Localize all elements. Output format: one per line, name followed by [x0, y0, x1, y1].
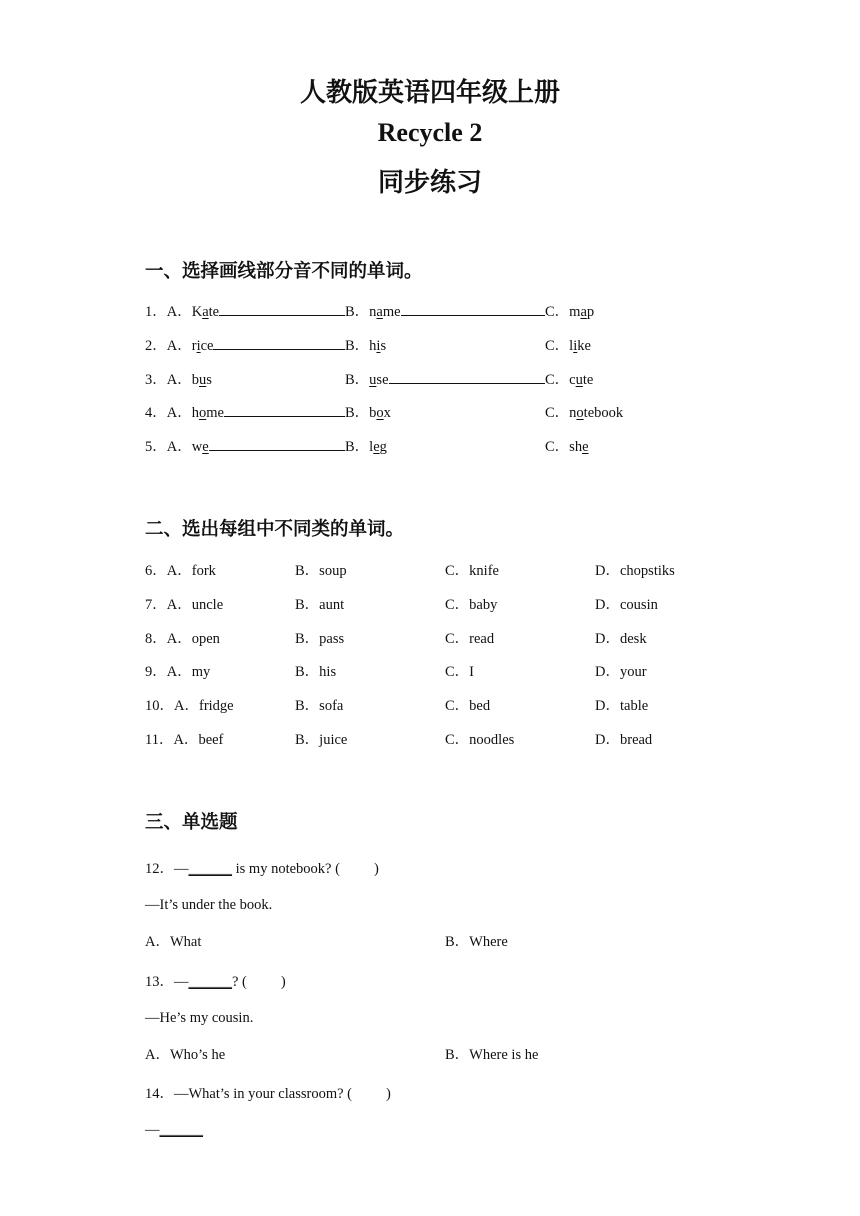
option-word: cousin — [619, 597, 658, 613]
word-part: b — [191, 372, 199, 388]
underlined-letters: a — [580, 304, 587, 320]
option-label: C． — [445, 732, 470, 748]
option-label: C． — [545, 439, 570, 455]
option-cell — [295, 559, 347, 580]
option-cell — [445, 593, 497, 614]
word-part: ke — [577, 338, 591, 354]
underlined-letters: e — [202, 439, 209, 455]
word — [192, 439, 209, 455]
option-cell — [145, 694, 234, 715]
word — [569, 304, 594, 320]
option-a: A．What — [145, 934, 202, 950]
option-word: pass — [319, 631, 345, 647]
option-label: C． — [445, 631, 470, 647]
option-label: D． — [595, 732, 620, 748]
option-label: B． — [345, 439, 370, 455]
word-part: me — [206, 405, 224, 421]
option-word: fork — [191, 563, 216, 579]
section-3-heading: 三、单选题 — [145, 812, 238, 833]
option-cell — [295, 660, 336, 681]
paren-close: ) — [373, 861, 379, 877]
option-label: B． — [345, 338, 370, 354]
option-cell — [445, 559, 499, 580]
option-word: my — [191, 664, 211, 680]
option-label: C． — [545, 405, 570, 421]
answer-blank: ______ — [188, 861, 232, 877]
option-word: knife — [469, 563, 499, 579]
word — [192, 372, 212, 388]
fill-line — [219, 303, 345, 316]
option-label: D． — [595, 698, 620, 714]
question-number: 7．A． — [145, 597, 192, 613]
word-part: w — [191, 439, 203, 455]
word-part: s — [206, 372, 212, 388]
option-word: uncle — [191, 597, 224, 613]
word — [369, 338, 386, 354]
underlined-letters: o — [376, 405, 384, 421]
word — [369, 372, 388, 388]
question-12 — [145, 857, 379, 878]
question-number: 1．A． — [145, 304, 192, 320]
option-cell — [595, 627, 647, 648]
word-part: b — [369, 405, 377, 421]
option-word: sofa — [319, 698, 344, 714]
question-13 — [145, 970, 286, 991]
word-part: h — [191, 405, 199, 421]
question-number: 2．A． — [145, 338, 192, 354]
option-cell — [445, 660, 474, 681]
word-part: h — [369, 338, 377, 354]
page-title: 人教版英语四年级上册 — [299, 78, 560, 107]
option-cell — [145, 593, 223, 614]
word — [569, 439, 588, 455]
section-2-heading: 二、选出每组中不同类的单词。 — [145, 519, 405, 540]
question-text: is my notebook? ( — [232, 861, 340, 877]
option-label: D． — [595, 563, 620, 579]
option-cell — [295, 728, 347, 749]
option-label: C． — [545, 338, 570, 354]
option-word: noodles — [469, 732, 515, 748]
word-part: te — [208, 304, 220, 320]
word-part: K — [191, 304, 203, 320]
word-part: l — [569, 338, 574, 354]
fill-line — [213, 337, 345, 350]
dash: — — [174, 861, 189, 877]
option-word: I — [469, 664, 475, 680]
option-word: aunt — [319, 597, 345, 613]
option-label: D． — [595, 664, 620, 680]
fill-line — [389, 371, 545, 384]
option-label: C． — [445, 664, 470, 680]
word-part: n — [369, 304, 377, 320]
question-text: —What’s in your classroom? ( — [174, 1086, 352, 1102]
option-cell — [595, 660, 647, 681]
option-label: C． — [445, 698, 470, 714]
option-label: D． — [595, 597, 620, 613]
option-label: B． — [345, 405, 370, 421]
option-word: baby — [469, 597, 498, 613]
option-cell — [295, 593, 344, 614]
option-word: table — [619, 698, 649, 714]
question-number: 9．A． — [145, 664, 192, 680]
paren-close: ) — [386, 1086, 391, 1102]
section-1-heading: 一、选择画线部分音不同的单词。 — [145, 261, 423, 282]
underlined-letters: o — [198, 405, 207, 421]
word — [192, 338, 214, 354]
option-label: D． — [595, 631, 620, 647]
option-a: A．Who’s he — [145, 1047, 226, 1063]
word — [569, 338, 591, 354]
option-label: C． — [445, 563, 470, 579]
paren-close: ) — [280, 974, 286, 990]
option-label: B． — [295, 597, 320, 613]
option-word: bed — [469, 698, 491, 714]
underlined-letters: u — [575, 372, 583, 388]
question-number: 13． — [145, 974, 174, 990]
option-cell — [145, 627, 220, 648]
word-part: se — [376, 372, 389, 388]
word — [369, 439, 387, 455]
option-cell — [145, 660, 210, 681]
word — [569, 372, 593, 388]
question-row — [145, 435, 589, 456]
question-row — [145, 334, 591, 355]
question-number: 4．A． — [145, 405, 192, 421]
word — [369, 304, 400, 320]
question-number: 6．A． — [145, 563, 192, 579]
reply-13: —He’s my cousin. — [145, 1010, 254, 1026]
option-word: soup — [319, 563, 347, 579]
option-label: C． — [545, 304, 570, 320]
word — [192, 304, 219, 320]
option-cell — [595, 593, 658, 614]
option-word: desk — [619, 631, 647, 647]
option-cell — [295, 627, 344, 648]
underlined-letters: a — [376, 304, 383, 320]
option-cell — [145, 728, 223, 749]
option-b: B．Where is he — [445, 1047, 539, 1063]
dash: — — [174, 974, 189, 990]
fill-line — [401, 303, 545, 316]
underlined-letters: i — [196, 338, 201, 354]
word-part: g — [379, 439, 387, 455]
question-14 — [145, 1082, 391, 1103]
word — [192, 405, 224, 421]
option-word: beef — [198, 732, 224, 748]
option-word: bread — [619, 732, 653, 748]
option-cell — [295, 694, 343, 715]
option-label: B． — [345, 372, 370, 388]
word-part: s — [380, 338, 387, 354]
question-row — [145, 401, 623, 422]
question-number: 5．A． — [145, 439, 192, 455]
page-subtitle-2: 同步练习 — [377, 168, 482, 197]
option-b: B．Where — [445, 934, 508, 950]
word-part: r — [191, 338, 197, 354]
option-label: C． — [445, 597, 470, 613]
word-part: x — [383, 405, 391, 421]
option-word: read — [469, 631, 495, 647]
option-word: juice — [319, 732, 348, 748]
option-word: his — [319, 664, 337, 680]
word-part: m — [569, 304, 581, 320]
page-subtitle: Recycle 2 — [377, 118, 483, 147]
option-cell — [445, 627, 494, 648]
option-cell — [595, 559, 675, 580]
question-number: 11．A． — [145, 732, 199, 748]
option-cell — [445, 728, 514, 749]
option-label: B． — [295, 631, 320, 647]
question-number: 12． — [145, 861, 174, 877]
underlined-letters: a — [202, 304, 209, 320]
word-part: te — [582, 372, 594, 388]
option-label: C． — [545, 372, 570, 388]
option-cell — [595, 728, 652, 749]
underlined-letters: i — [376, 338, 381, 354]
underlined-letters: o — [576, 405, 584, 421]
option-cell — [595, 694, 648, 715]
option-word: fridge — [198, 698, 234, 714]
option-label: B． — [295, 563, 320, 579]
underlined-letters: i — [573, 338, 578, 354]
underlined-letters: u — [198, 372, 207, 388]
question-number: 8．A． — [145, 631, 192, 647]
question-row — [145, 300, 594, 321]
question-number: 10．A． — [145, 698, 199, 714]
reply-12: —It’s under the book. — [145, 897, 273, 913]
underlined-letters: e — [373, 439, 380, 455]
fill-line — [224, 404, 345, 417]
underlined-letters: e — [582, 439, 589, 455]
option-word: chopstiks — [619, 563, 675, 579]
option-word: open — [191, 631, 220, 647]
option-cell — [145, 559, 216, 580]
word-part: sh — [569, 439, 583, 455]
word-part: l — [369, 439, 374, 455]
answer-blank: ______ — [159, 1122, 203, 1138]
option-label: B． — [345, 304, 370, 320]
option-cell — [445, 694, 490, 715]
word-part: p — [586, 304, 595, 320]
word-part: n — [569, 405, 577, 421]
question-row — [145, 368, 593, 389]
word-part: ce — [200, 338, 214, 354]
question-text: ? ( — [232, 974, 247, 990]
option-label: B． — [295, 664, 320, 680]
option-word: your — [619, 664, 647, 680]
reply-14 — [145, 1122, 203, 1139]
answer-blank: ______ — [188, 974, 232, 990]
fill-line — [209, 438, 345, 451]
option-label: B． — [295, 732, 320, 748]
word-part: tebook — [583, 405, 624, 421]
dash: — — [145, 1122, 160, 1138]
word-part: c — [569, 372, 576, 388]
question-number: 14． — [145, 1086, 174, 1102]
word — [569, 405, 623, 421]
word-part: me — [382, 304, 401, 320]
option-label: B． — [295, 698, 320, 714]
question-number: 3．A． — [145, 372, 192, 388]
underlined-letters: u — [369, 372, 377, 388]
word — [369, 405, 391, 421]
